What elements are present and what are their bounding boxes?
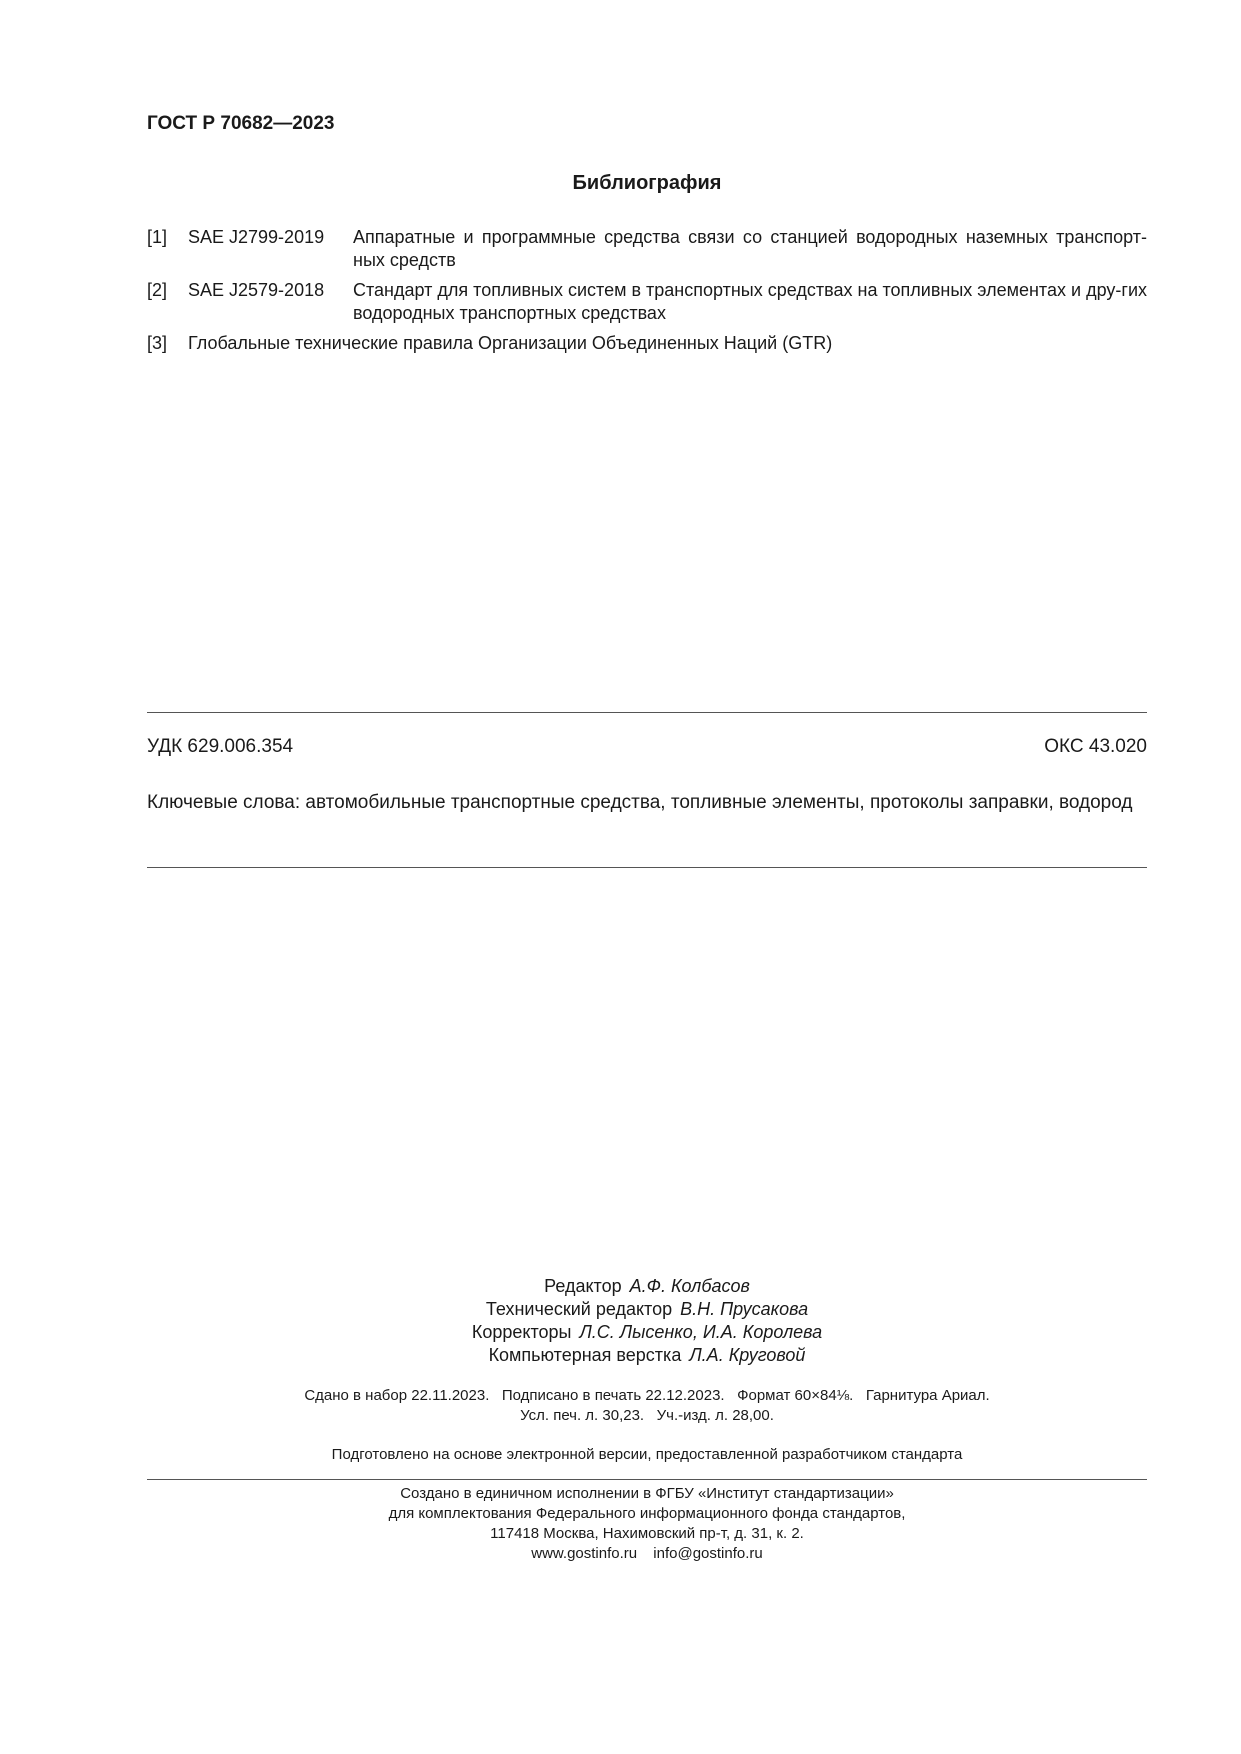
bibliography-list <box>147 226 1147 362</box>
bibliography-number: [2] <box>147 280 168 300</box>
publisher-info <box>147 1484 1147 1564</box>
staff-credits <box>147 1275 1147 1367</box>
staff-technical-editor: Технический редактор В.Н. Прусакова <box>485 1299 809 1319</box>
publisher-line: Создано в единичном исполнении в ФГБУ «Институт стандартизации» <box>400 1485 894 1502</box>
staff-layout: Компьютерная верстка Л.А. Круговой <box>488 1345 806 1365</box>
bibliography-number: [1] <box>147 227 168 247</box>
publisher-address: 117418 Москва, Нахимовский пр-т, д. 31, к. 2. <box>490 1525 804 1542</box>
divider-keywords <box>147 867 1147 868</box>
imprint-info <box>147 1386 1147 1426</box>
bibliography-item <box>147 279 1147 325</box>
bibliography-item <box>147 332 1147 355</box>
oks-code: ОКС 43.020 <box>1044 736 1147 757</box>
udk-code: УДК 629.006.354 <box>147 736 294 757</box>
bibliography-description: Стандарт для топливных систем в транспортных средствах на топливных элементах и дру-гих водородных транспортных средствах <box>353 280 1147 323</box>
bibliography-item <box>147 226 1147 272</box>
keywords: Ключевые слова: автомобильные транспортные средства, топливные элементы, протоколы заправки, водород <box>147 792 1133 813</box>
imprint-line: Сдано в набор 22.11.2023. Подписано в печать 22.12.2023. Формат 60×84⅛. Гарнитура Ариал. <box>304 1387 990 1404</box>
bibliography-code: SAE J2579-2018 <box>188 280 325 300</box>
bibliography-title: Библиография <box>572 172 722 194</box>
document-id: ГОСТ Р 70682—2023 <box>147 113 335 134</box>
bibliography-number: [3] <box>147 333 168 353</box>
divider-top <box>147 712 1147 713</box>
bibliography-description: Глобальные технические правила Организации Объединенных Наций (GTR) <box>188 333 833 353</box>
bibliography-code: SAE J2799-2019 <box>188 227 325 247</box>
staff-editor: Редактор А.Ф. Колбасов <box>544 1276 750 1296</box>
prepared-note: Подготовлено на основе электронной версии, предоставленной разработчиком стандарта <box>331 1446 963 1463</box>
publisher-line: для комплектования Федерального информационного фонда стандартов, <box>388 1505 906 1522</box>
staff-proofreaders: Корректоры Л.С. Лысенко, И.А. Королева <box>471 1322 823 1342</box>
imprint-line: Усл. печ. л. 30,23. Уч.-изд. л. 28,00. <box>520 1407 774 1424</box>
divider-bottom <box>147 1479 1147 1480</box>
publisher-contacts <box>147 1544 1147 1564</box>
website-link[interactable]: www.gostinfo.ru <box>531 1545 638 1562</box>
email-link[interactable]: info@gostinfo.ru <box>653 1545 763 1562</box>
bibliography-description: Аппаратные и программные средства связи со станцией водородных наземных транспорт-ных средств <box>353 227 1147 270</box>
